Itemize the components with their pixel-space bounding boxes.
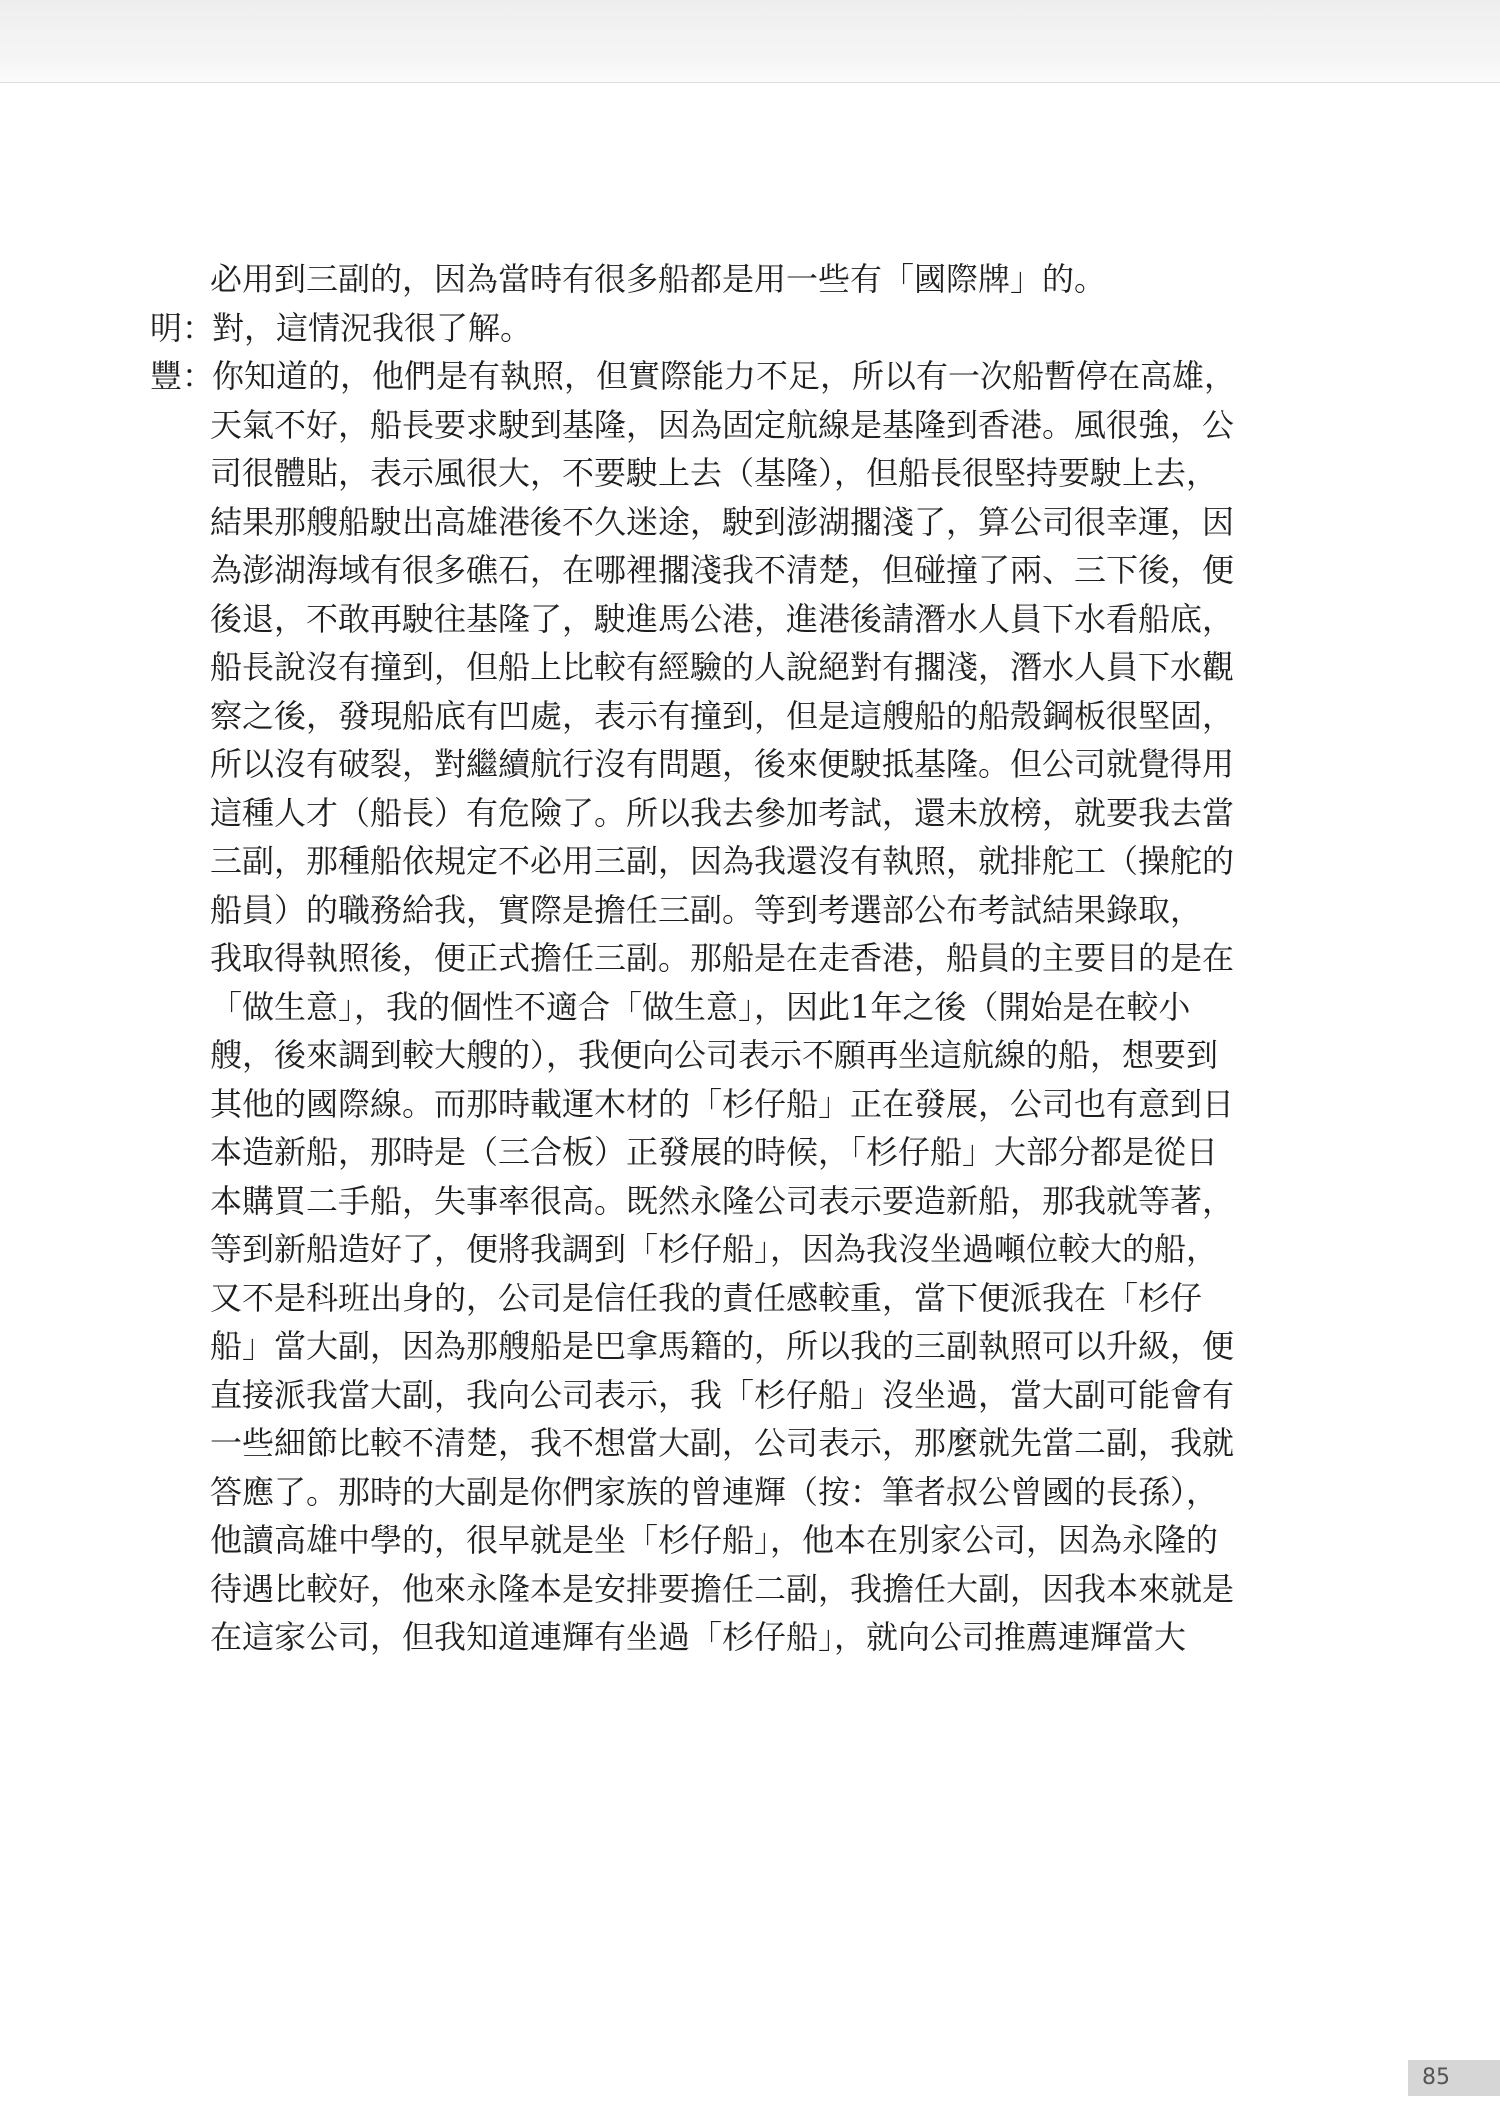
line-text: 後退，不敢再駛往基隆了，駛進馬公港，進港後請潛水人員下水看船底， xyxy=(210,599,1235,638)
text-line xyxy=(150,1516,1280,1565)
line-text: 船」當大副，因為那艘船是巴拿馬籍的，所以我的三副執照可以升級，便 xyxy=(210,1327,1235,1365)
line-text: 「做生意」，我的個性不適合「做生意」，因此1年之後（開始是在較小 xyxy=(210,987,1191,1026)
text-line xyxy=(150,498,1280,547)
line-text: 天氣不好，船長要求駛到基隆，因為固定航線是基隆到香港。風很強，公 xyxy=(210,405,1235,444)
line-text: 答應了。那時的大副是你們家族的曾連輝（按：筆者叔公曾國的長孫）， xyxy=(210,1472,1219,1511)
line-text: 本造新船，那時是（三合板）正發展的時候，「杉仔船」大部分都是從日 xyxy=(210,1133,1219,1171)
text-line xyxy=(150,789,1280,838)
text-line xyxy=(150,1080,1280,1129)
text-line xyxy=(150,1031,1280,1080)
line-text: 為澎湖海域有很多礁石，在哪裡擱淺我不清楚，但碰撞了兩、三下後，便 xyxy=(210,551,1235,589)
line-text: 這種人才（船長）有危險了。所以我去參加考試，還未放榜，就要我去當 xyxy=(210,793,1235,832)
line-text: 待遇比較好，他來永隆本是安排要擔任二副，我擔任大副，因我本來就是 xyxy=(210,1569,1235,1608)
line-text: 在這家公司，但我知道連輝有坐過「杉仔船」，就向公司推薦連輝當大 xyxy=(210,1618,1187,1656)
text-line xyxy=(150,1322,1280,1371)
line-text: 察之後，發現船底有凹處，表示有撞到，但是這艘船的船殼鋼板很堅固， xyxy=(210,696,1235,735)
line-text: 等到新船造好了，便將我調到「杉仔船」，因為我沒坐過噸位較大的船， xyxy=(210,1230,1219,1268)
line-text: 其他的國際線。而那時載運木材的「杉仔船」正在發展，公司也有意到日 xyxy=(210,1084,1235,1123)
text-line xyxy=(150,546,1280,595)
text-line xyxy=(150,595,1280,644)
line-text: 我取得執照後，便正式擔任三副。那船是在走香港，船員的主要目的是在 xyxy=(210,939,1235,977)
text-line xyxy=(150,886,1280,935)
text-line xyxy=(150,1371,1280,1420)
text-line xyxy=(150,1177,1280,1226)
page-top-shading xyxy=(0,0,1500,82)
text-line xyxy=(150,1565,1280,1614)
text-line xyxy=(150,837,1280,886)
text-line xyxy=(150,1613,1280,1662)
text-line xyxy=(150,1225,1280,1274)
line-text: 所以沒有破裂，對繼續航行沒有問題，後來便駛抵基隆。但公司就覺得用 xyxy=(210,745,1235,783)
text-line xyxy=(150,934,1280,983)
text-line xyxy=(150,692,1280,741)
line-text: 一些細節比較不清楚，我不想當大副，公司表示，那麼就先當二副，我就 xyxy=(210,1424,1235,1462)
text-line xyxy=(150,740,1280,789)
line-text: 三副，那種船依規定不必用三副，因為我還沒有執照，就排舵工（操舵的 xyxy=(210,842,1235,880)
text-line xyxy=(150,643,1280,692)
line-text: 司很體貼，表示風很大，不要駛上去（基隆），但船長很堅持要駛上去， xyxy=(210,454,1219,492)
line-text: 你知道的，他們是有執照，但實際能力不足，所以有一次船暫停在高雄， xyxy=(212,357,1237,395)
text-line xyxy=(150,983,1280,1032)
text-line xyxy=(150,1468,1280,1517)
line-text: 對，這情況我很了解。 xyxy=(212,308,533,347)
line-text: 本購買二手船，失事率很高。既然永隆公司表示要造新船，那我就等著， xyxy=(210,1181,1235,1220)
text-line xyxy=(150,352,1280,401)
text-line xyxy=(150,255,1280,304)
text-line xyxy=(150,1419,1280,1468)
page-top-rule xyxy=(0,82,1500,83)
speaker-label: 豐： xyxy=(150,357,215,395)
page-number: 85 xyxy=(1408,2060,1500,2096)
line-text: 結果那艘船駛出高雄港後不久迷途，駛到澎湖擱淺了，算公司很幸運，因 xyxy=(210,502,1235,541)
interview-transcript xyxy=(150,255,1280,1662)
line-text: 必用到三副的，因為當時有很多船都是用一些有「國際牌」的。 xyxy=(210,260,1107,298)
line-text: 艘，後來調到較大艘的），我便向公司表示不願再坐這航線的船，想要到 xyxy=(210,1036,1219,1074)
speaker-label: 明： xyxy=(150,308,215,347)
text-line xyxy=(150,401,1280,450)
text-line xyxy=(150,449,1280,498)
line-text: 又不是科班出身的，公司是信任我的責任感較重，當下便派我在「杉仔 xyxy=(210,1278,1203,1317)
line-text: 直接派我當大副，我向公司表示，我「杉仔船」沒坐過，當大副可能會有 xyxy=(210,1375,1235,1414)
text-line xyxy=(150,1274,1280,1323)
line-text: 船長說沒有撞到，但船上比較有經驗的人說絕對有擱淺，潛水人員下水觀 xyxy=(210,648,1235,686)
line-text: 船員）的職務給我，實際是擔任三副。等到考選部公布考試結果錄取， xyxy=(210,890,1203,929)
text-line xyxy=(150,1128,1280,1177)
text-line xyxy=(150,304,1280,353)
line-text: 他讀高雄中學的，很早就是坐「杉仔船」，他本在別家公司，因為永隆的 xyxy=(210,1521,1219,1559)
